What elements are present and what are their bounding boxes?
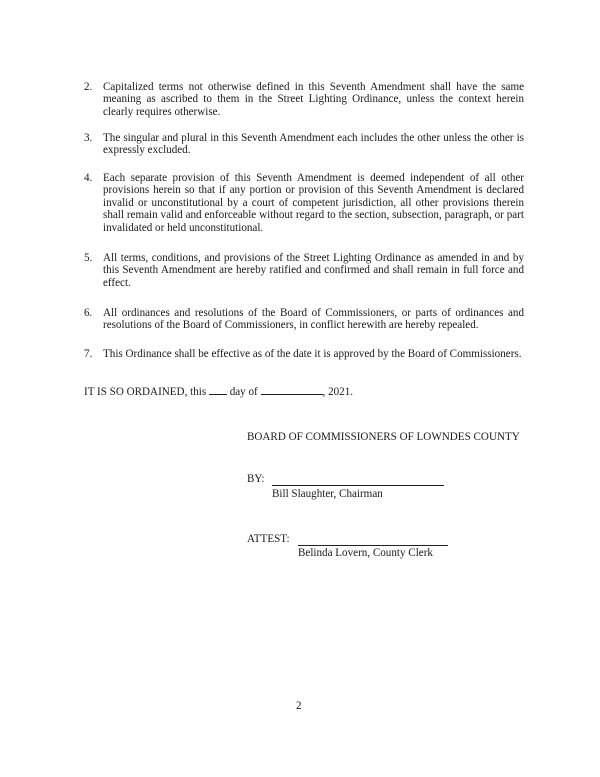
clerk-name: Belinda Lovern, County Clerk: [298, 547, 433, 559]
clause-text: The singular and plural in this Seventh Amendment each includes the other unless the other is expressly excluded.: [103, 132, 524, 157]
clause-5: [84, 252, 524, 289]
clause-7: [84, 348, 524, 360]
clause-number: 2.: [84, 81, 93, 93]
month-blank: [261, 384, 323, 395]
clause-number: 4.: [84, 172, 93, 184]
day-blank: [209, 384, 227, 395]
clause-number: 5.: [84, 252, 93, 264]
clause-text: This Ordinance shall be effective as of the date it is approved by the Board of Commissioners.: [103, 348, 522, 360]
attest-label: ATTEST:: [247, 533, 290, 545]
clause-text: Each separate provision of this Seventh Amendment is deemed independent of all other provisions herein so that if any portion or provision of this Seventh Amendment is declared invalid or unconstitutional by a court of competent jurisdiction, all other provisions therein shall remain valid and enforceable without regard to the section, subsection, paragraph, or part invalidated or held unconstitutional.: [103, 172, 524, 234]
ordained-middle: day of: [229, 386, 258, 398]
clause-text: All ordinances and resolutions of the Board of Commissioners, or parts of ordinances and resolutions of the Board of Commissioners, in conflict herewith are hereby repealed.: [103, 307, 524, 332]
clause-text: Capitalized terms not otherwise defined in this Seventh Amendment shall have the same meaning as ascribed to them in the Street Lighting Ordinance, unless the context herein clearly requires otherwise.: [103, 81, 524, 118]
clause-number: 3.: [84, 132, 93, 144]
clause-3: [84, 132, 524, 157]
ordained-prefix: IT IS SO ORDAINED, this: [84, 386, 207, 398]
clause-text: All terms, conditions, and provisions of the Street Lighting Ordinance as amended in and by this Seventh Amendment are hereby ratified and confirmed and shall remain in full force and effect.: [103, 252, 524, 289]
clause-2: [84, 81, 524, 118]
chairman-name: Bill Slaughter, Chairman: [272, 488, 383, 500]
ordained-line: [84, 384, 353, 398]
clause-number: 7.: [84, 348, 93, 360]
clause-6: [84, 307, 524, 332]
clause-4: [84, 172, 524, 234]
chairman-signature-line: [272, 485, 444, 486]
clause-number: 6.: [84, 307, 93, 319]
page-number: 2: [296, 700, 302, 712]
board-heading: BOARD OF COMMISSIONERS OF LOWNDES COUNTY: [247, 431, 520, 443]
by-label: BY:: [247, 473, 265, 485]
clerk-signature-line: [298, 545, 448, 546]
ordained-suffix: , 2021.: [322, 386, 354, 398]
